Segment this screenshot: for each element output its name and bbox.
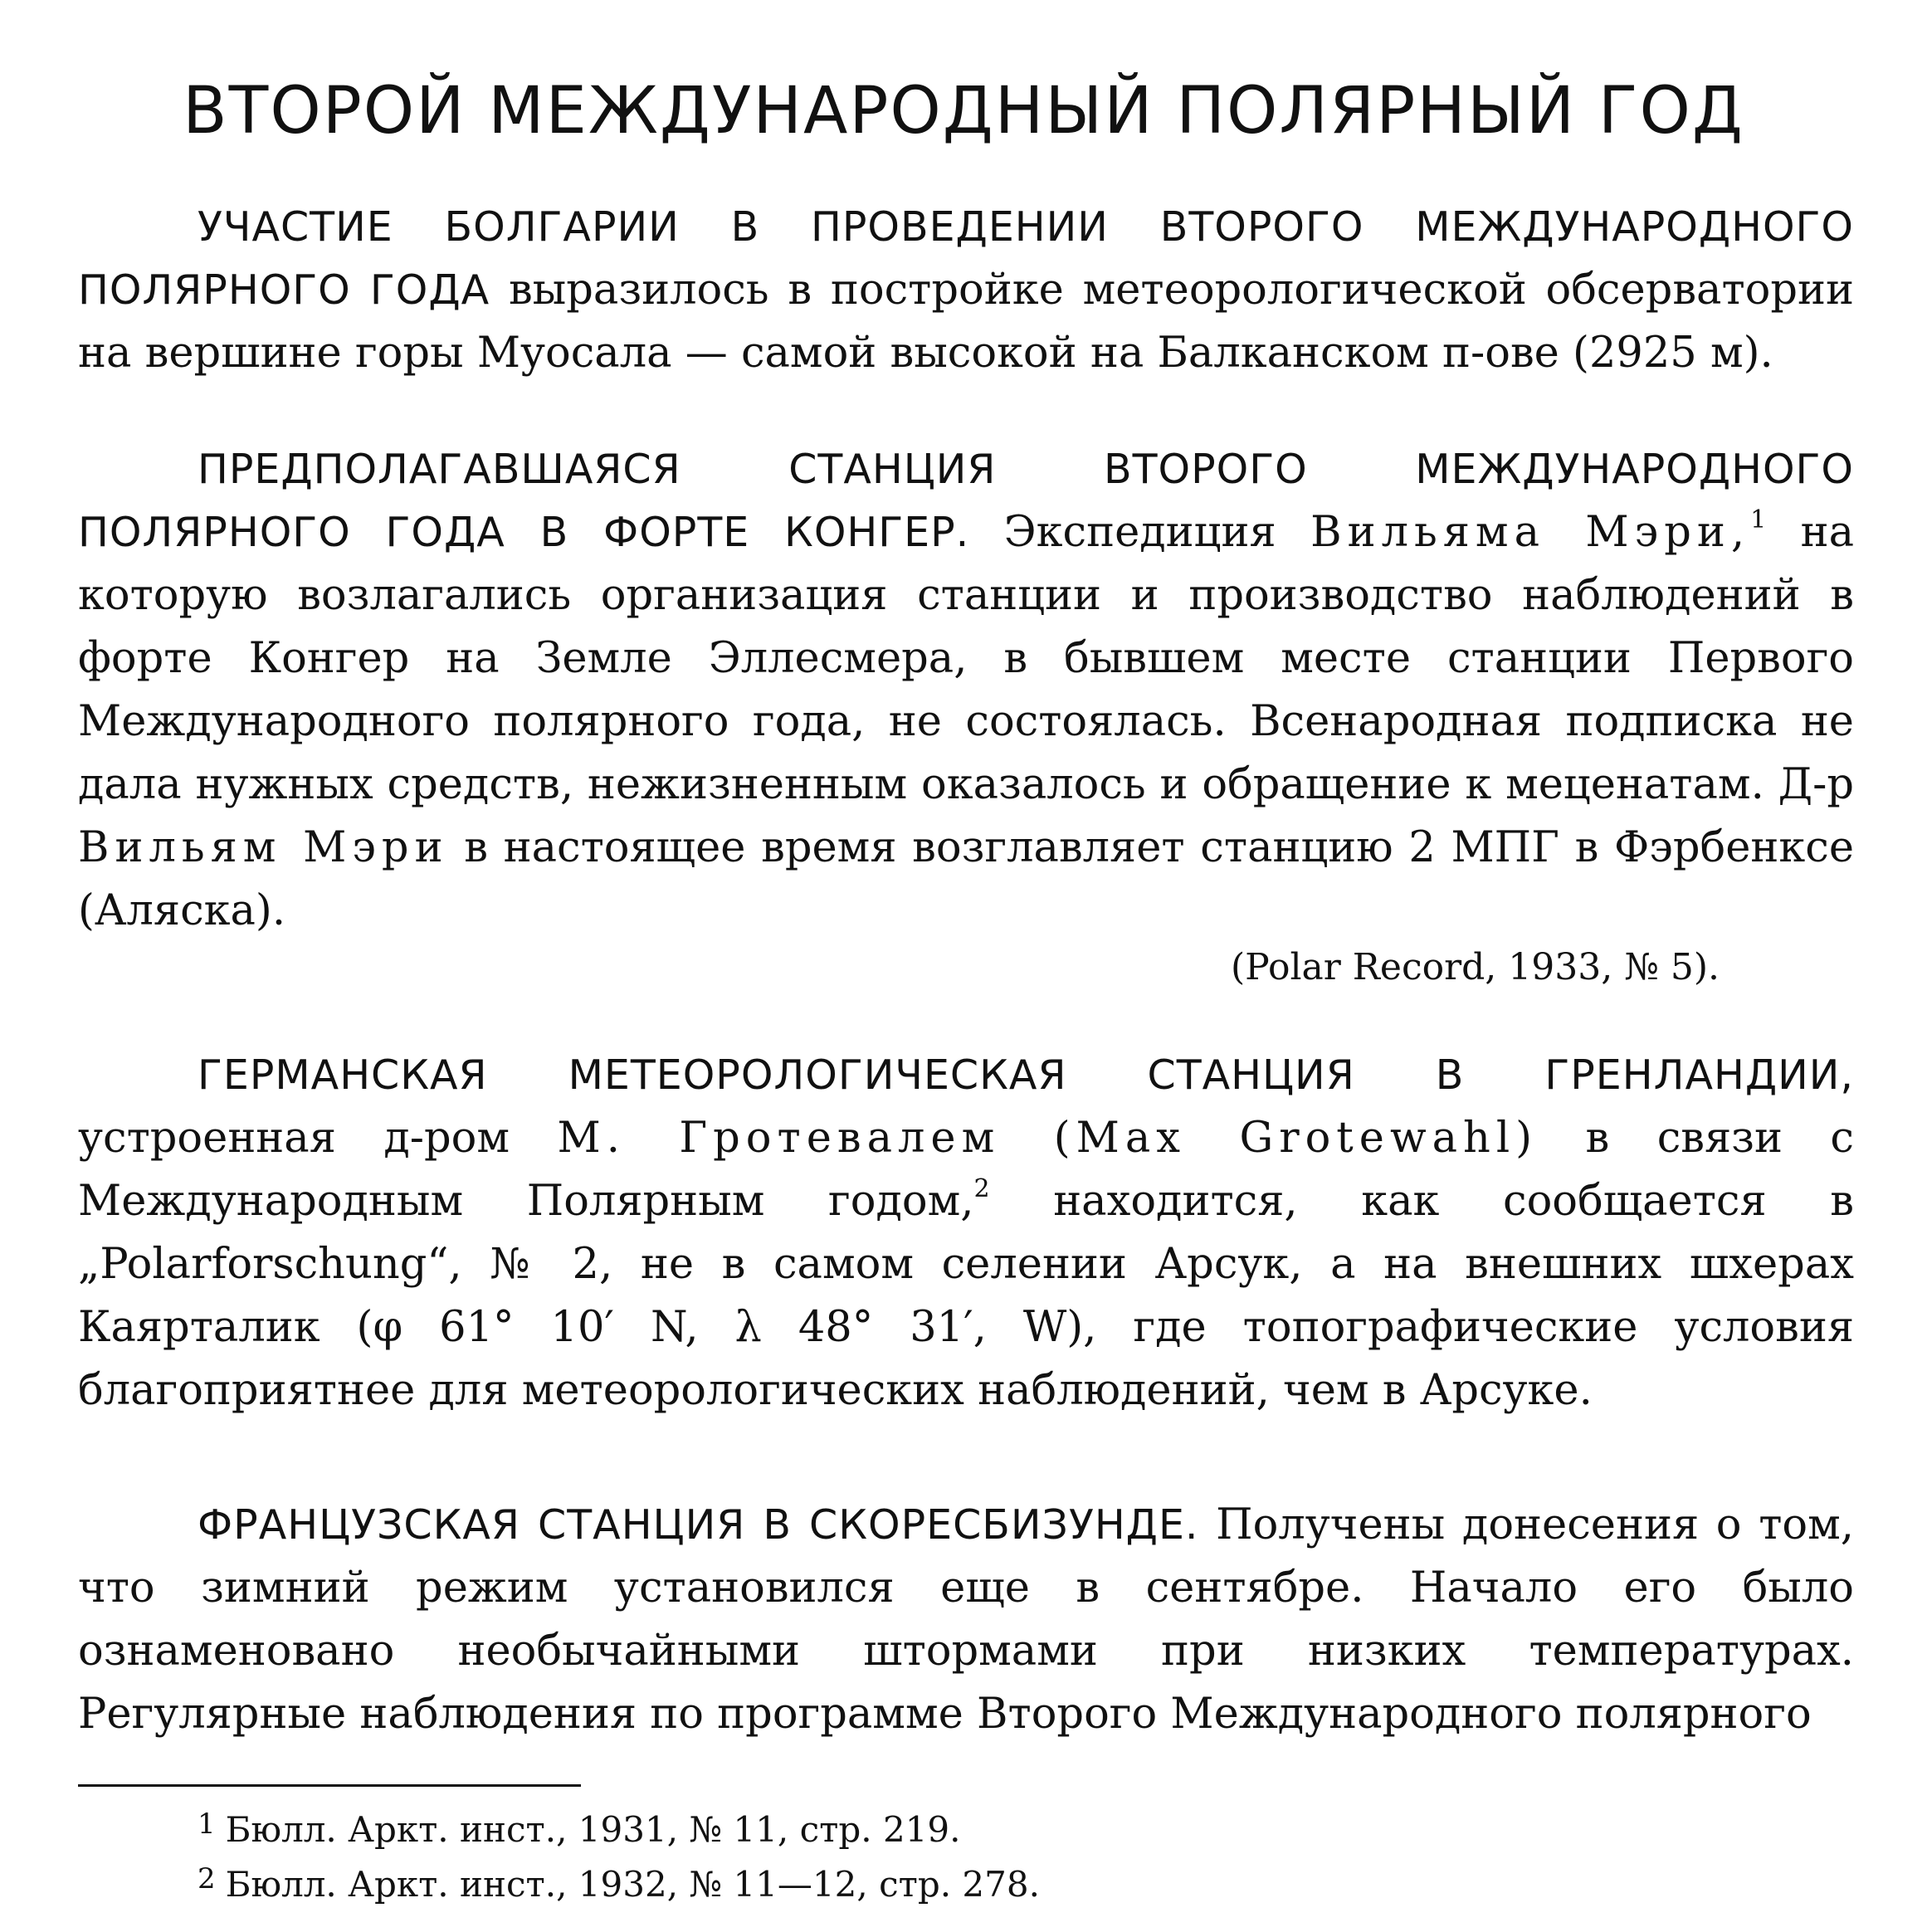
paragraph-scoresby-sund [78,1494,1854,1746]
section-heading-greenland: ГЕРМАНСКАЯ МЕТЕОРОЛОГИЧЕСКАЯ СТАНЦИЯ В ГРЕНЛАНДИИ, [198,1051,1854,1099]
person-name: Вильям Мэри [78,823,449,872]
paragraph-text: Экспедиция [969,508,1311,557]
paragraph-text: в связи с Международным Полярным годом, [78,1114,1854,1226]
footnote-reference: 2 [973,1174,990,1203]
footnote-divider [78,1784,581,1787]
person-name: Вильяма Мэри, [1310,508,1751,557]
paragraph-text: находится, как сообщается в „Polarforschung“, № 2, не в самом селении Арсук, а на внешних шхерах Каярталик (φ 61° 10′ N, λ 48° 31′, W), где топографические условия благоприятнее для метеорологических наблюдений, чем в Арсуке. [78,1177,1855,1415]
footnote-mark: 1 [198,1808,216,1841]
footnote-text: Бюлл. Аркт. инст., 1932, № 11—12, стр. 278. [225,1864,1040,1905]
paragraph-fort-conger [78,438,1854,943]
paragraph-text: устроенная д-ром [78,1114,558,1163]
section-heading-bulgaria: УЧАСТИЕ БОЛГАРИИ В ПРОВЕДЕНИИ ВТОРОГО МЕЖДУНАРОДНОГО ПОЛЯРНОГО ГОДА [78,203,1854,314]
section-heading-fort-conger: ПРЕДПОЛАГАВШАЯСЯ СТАНЦИЯ ВТОРОГО МЕЖДУНАРОДНОГО ПОЛЯРНОГО ГОДА В ФОРТЕ КОНГЕР. [78,446,1854,556]
paragraph-text: Получены донесения о том, что зимний режим установился еще в сентябре. Начало его было ознаменовано необычайными штормами при низких температурах. Регулярные наблюдения по программе Второго Международного полярного [78,1500,1854,1739]
person-name: М. Гротевалем (Max Grotewahl) [557,1114,1539,1163]
footnote-2 [198,1856,1040,1908]
paragraph-text: на которую возлагались организация станции и производство наблюдений в форте Конгер на Земле Эллесмера, в бывшем месте станции Первого Международного полярного года, не состоялась. Всенародная подписка не дала нужных средств, нежизненным оказалось и обращение к меценатам. Д-р [78,508,1855,809]
footnote-1 [198,1801,961,1853]
paragraph-text: в настоящее время возглавляет станцию 2 МПГ в Фэрбенксе (Аляска). [78,823,1854,935]
footnote-text: Бюлл. Аркт. инст., 1931, № 11, стр. 219. [225,1809,961,1850]
page-title: ВТОРОЙ МЕЖДУНАРОДНЫЙ ПОЛЯРНЫЙ ГОД [183,74,1744,149]
paragraph-text: выразилось в постройке метеорологической обсерватории на вершине горы Муосала — самой высокой на Балканском п-ове (2925 м). [78,266,1854,378]
footnote-mark: 2 [198,1862,216,1895]
paragraph-greenland [78,1044,1854,1422]
paragraph-bulgaria [78,196,1854,385]
section-heading-scoresby-sund: ФРАНЦУЗСКАЯ СТАНЦИЯ В СКОРЕСБИЗУНДЕ. [198,1501,1199,1549]
footnote-reference: 1 [1750,505,1767,534]
source-citation: (Polar Record, 1933, № 5). [1231,946,1720,988]
